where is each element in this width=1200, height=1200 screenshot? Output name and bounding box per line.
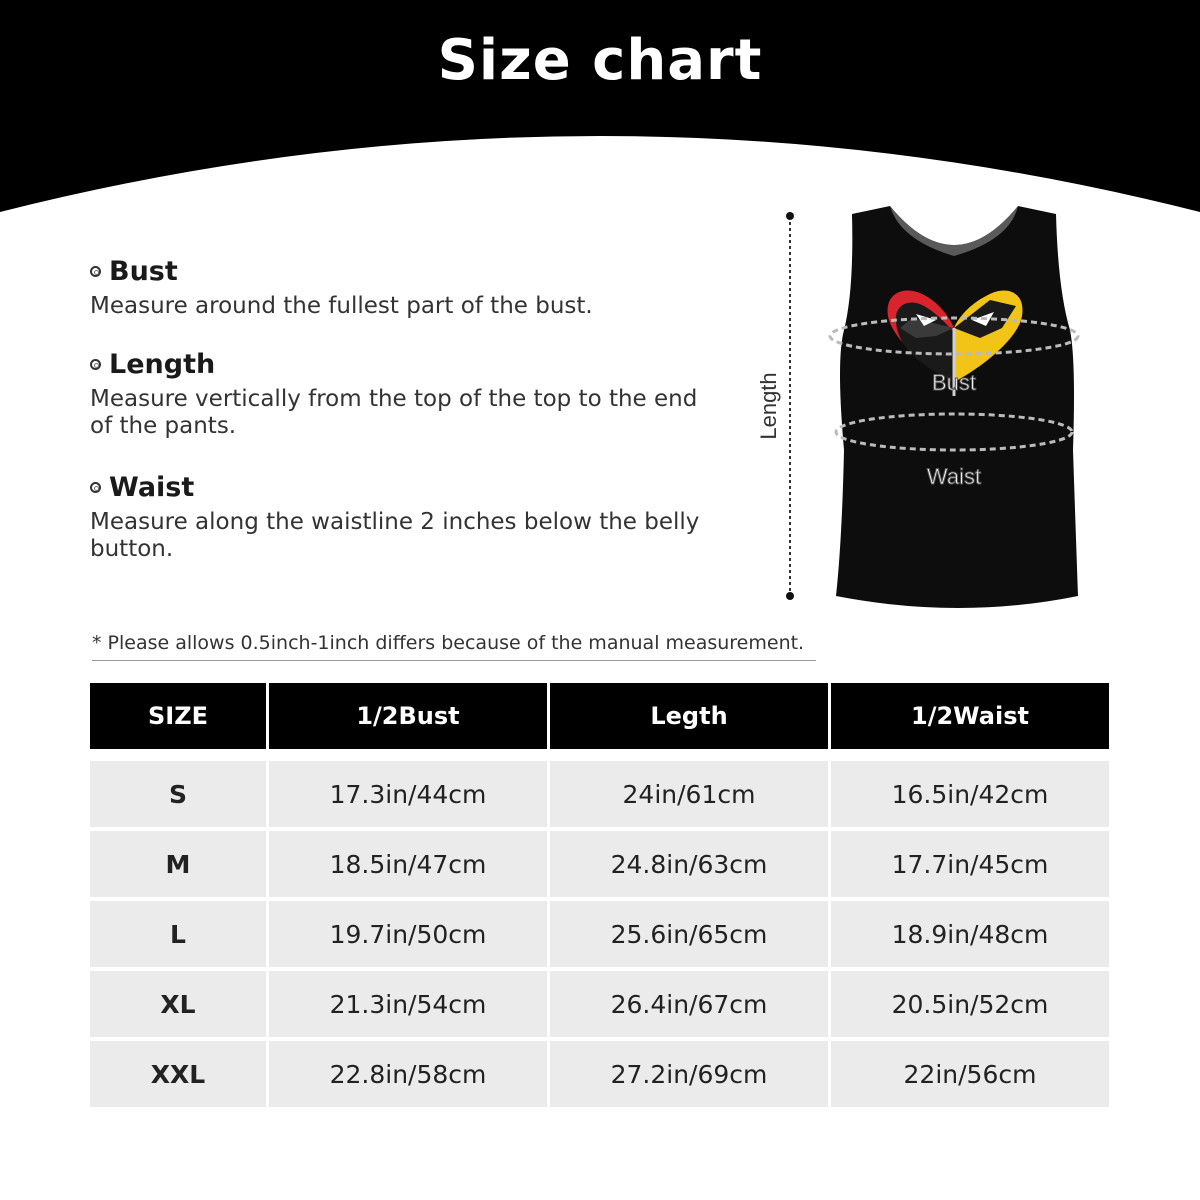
- length-cell: 24in/61cm: [550, 761, 828, 827]
- length-label: Length: [756, 372, 781, 440]
- circle-bullet-icon: [90, 266, 101, 277]
- size-cell: XL: [90, 971, 266, 1037]
- circle-bullet-icon: [90, 482, 101, 493]
- table-row: [90, 971, 1110, 1037]
- size-cell: L: [90, 901, 266, 967]
- header-half-waist: 1/2Waist: [831, 683, 1109, 749]
- length-description: Measure vertically from the top of the top to the end of the pants.: [90, 386, 698, 439]
- waist-label: Waist: [926, 464, 982, 489]
- waist-cell: 20.5in/52cm: [831, 971, 1109, 1037]
- bust-label: Bust: [931, 370, 977, 395]
- length-measure-icon: [786, 212, 794, 600]
- length-heading: Length: [109, 349, 216, 380]
- waist-heading: Waist: [109, 472, 195, 503]
- bust-cell: 22.8in/58cm: [269, 1041, 547, 1107]
- waist-cell: 18.9in/48cm: [831, 901, 1109, 967]
- table-header-row: [90, 683, 1110, 749]
- bust-cell: 21.3in/54cm: [269, 971, 547, 1037]
- length-cell: 27.2in/69cm: [550, 1041, 828, 1107]
- table-row: [90, 761, 1110, 827]
- tank-top-figure: [740, 200, 1120, 620]
- header-size: SIZE: [90, 683, 266, 749]
- measurement-note: * Please allows 0.5inch-1inch differs because of the manual measurement.: [92, 632, 816, 661]
- waist-description: Measure along the waistline 2 inches below the belly button.: [90, 509, 700, 562]
- size-table: [90, 683, 1110, 1111]
- circle-bullet-icon: [90, 359, 101, 370]
- table-row: [90, 901, 1110, 967]
- page-title: Size chart: [437, 28, 763, 93]
- waist-cell: 16.5in/42cm: [831, 761, 1109, 827]
- length-guide: [90, 349, 710, 440]
- bust-cell: 19.7in/50cm: [269, 901, 547, 967]
- table-row: [90, 831, 1110, 897]
- bust-description: Measure around the fullest part of the bust.: [90, 293, 593, 319]
- header-half-bust: 1/2Bust: [269, 683, 547, 749]
- table-row: [90, 1041, 1110, 1107]
- bust-guide: [90, 256, 710, 320]
- waist-guide: [90, 472, 710, 563]
- size-cell: XXL: [90, 1041, 266, 1107]
- length-cell: 25.6in/65cm: [550, 901, 828, 967]
- tank-top-shape: [836, 206, 1078, 608]
- header-length: Legth: [550, 683, 828, 749]
- size-cell: S: [90, 761, 266, 827]
- bust-cell: 17.3in/44cm: [269, 761, 547, 827]
- bust-cell: 18.5in/47cm: [269, 831, 547, 897]
- length-cell: 24.8in/63cm: [550, 831, 828, 897]
- waist-cell: 17.7in/45cm: [831, 831, 1109, 897]
- length-cell: 26.4in/67cm: [550, 971, 828, 1037]
- waist-cell: 22in/56cm: [831, 1041, 1109, 1107]
- bust-heading: Bust: [109, 256, 178, 287]
- size-cell: M: [90, 831, 266, 897]
